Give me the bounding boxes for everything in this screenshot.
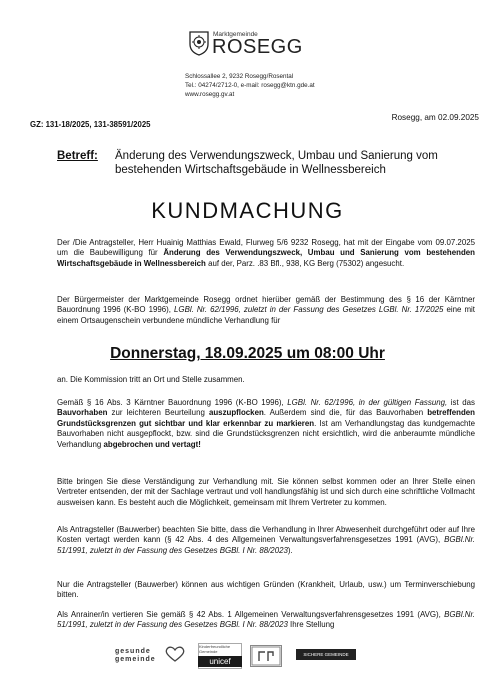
law-citation: LGBl. Nr. 62/1996, in der gültigen Fassung,	[287, 398, 448, 407]
hearing-date: Donnerstag, 18.09.2025 um 08:00 Uhr	[110, 345, 385, 362]
child-friendly-badge: Kinderfreundliche Gemeinde	[198, 643, 242, 669]
logo-text: gemeinde	[115, 656, 156, 663]
healthy-community-logo	[115, 648, 156, 664]
logo-text: gesunde	[115, 648, 151, 655]
text-span: zur leichteren Beurteilung	[107, 408, 209, 418]
subject-text: Änderung des Verwendungszweck, Umbau und Sanierung vom bestehenden Wirtschaftsgebäude in Wellnessbereich	[115, 150, 438, 176]
address-block	[185, 72, 315, 99]
safe-community-logo: SICHERE GEMEINDE	[296, 649, 356, 660]
text-span: . Außerdem sind die, für das Bauvorhaben	[263, 408, 428, 418]
document-title: KUNDMACHUNG	[151, 198, 344, 223]
text-span: . Ist am Verhandlungstag das kundgemachte Bauvorhaben nicht ausgepflockt, bzw. sind die Grundstücksgrenzen nicht ersichtlich, wird die anberaumte mündliche Verhandlung	[57, 418, 475, 449]
logo-subtitle: Marktgemeinde	[213, 31, 258, 38]
address-line: Schlossallee 2, 9232 Rosegg/Rosental	[185, 73, 294, 80]
paragraph-attendance: Bitte bringen Sie diese Verständigung zur Verhandlung mit. Sie können selbst kommen oder an Ihrer Stelle einen Vertreter entsenden, der mit der Sachlage vertraut und voll handlungsfähig ist und sich durch eine schriftliche Vollmacht ausweisen kann. Es besteht auch die Möglichkeit, gemeinsam mit Ihrem Vertreter zu kommen.	[57, 477, 475, 507]
unicef-logo: unicef	[198, 656, 242, 667]
text-span: Als Antragsteller (Bauwerber) beachten Sie bitte, dass die Verhandlung in Ihrer Abwesenheit durchgeführt oder auf Ihre Kosten vertagt werden kann (§ 42 Abs. 4 des Allgemeinen Verwaltungsverfahrensgesetzes 1991 (AVG),	[57, 525, 475, 545]
paragraph-order	[57, 295, 475, 326]
place-date: Rosegg, am 02.09.2025	[391, 113, 479, 122]
paragraph-neighbors	[57, 610, 475, 631]
reference-number: GZ: 131-18/2025, 131-38591/2025	[30, 120, 151, 129]
text-span: ist das	[447, 398, 475, 407]
footer-logos	[0, 643, 495, 673]
logo-name: ROSEGG	[212, 36, 303, 58]
paragraph-postponement: Nur die Antragsteller (Bauwerber) können aus wichtigen Gründen (Krankheit, Urlaub, usw.) um Terminverschiebung bitten.	[57, 580, 475, 600]
law-citation: BGBl.Nr. 51/1991, zuletzt in der Fassung des Gesetzes BGBl. I Nr. 88/2023	[57, 610, 475, 630]
bold-term: abgebrochen und vertagt!	[103, 439, 201, 449]
heart-icon	[164, 645, 186, 663]
bold-term: Bauvorhaben	[57, 408, 108, 418]
text-span: Der Bürgermeister der Marktgemeinde Rosegg ordnet hierüber gemäß der Bestimmung des § 16 der Kärntner Bauordnung 1996 (K-BO 1996),	[57, 295, 475, 315]
law-citation: BGBl.Nr. 51/1991, zuletzt in der Fassung des Gesetzes BGBl. I Nr. 88/2023	[57, 535, 475, 555]
text-span: Als Anrainer/in vertieren Sie gemäß § 42 Abs. 1 Allgemeinen Verwaltungsverfahrensgesetzes 1991 (AVG),	[57, 610, 445, 619]
bold-term: betreffenden Grundstücksgrenzen gut sichtbar und klar erkennbar zu markieren	[57, 408, 475, 428]
text-span: eine mit einem Ortsaugenschein verbundene mündliche Verhandlung für	[57, 305, 475, 325]
contact-line: Tel.: 04274/2712-0, e-mail: rosegg@ktn.gde.at	[185, 82, 315, 89]
text-span: Gemäß § 16 Abs. 3 Kärntner Bauordnung 1996 (K-BO 1996),	[57, 398, 288, 407]
law-citation: LGBl. Nr. 62/1996, zuletzt in der Fassung des Gesetzes LGBl. Nr. 17/2025	[174, 305, 444, 315]
paragraph-absence	[57, 525, 475, 556]
text-span: Ihre Stellung	[287, 620, 335, 630]
project-description: Änderung des Verwendungszweck, Umbau und Sanierung vom bestehenden Wirtschaftsgebäude in Wellnessbereich	[57, 248, 475, 268]
municipality-logo	[188, 30, 328, 64]
text-span: ).	[287, 545, 293, 555]
text-span: Der /Die Antragsteller, Herr Huainig Matthias Ewald, Flurweg 5/6 9232 Rosegg, hat mit der Eingabe vom 09.07.2025 um die Baubewilligung für	[57, 238, 475, 258]
subject-label: Betreff:	[57, 150, 98, 162]
coat-of-arms-icon	[188, 30, 210, 56]
text-span: auf der, Parz. .83 Bfl., 938, KG Berg (75302) angesucht.	[205, 258, 405, 268]
network-logo-icon	[250, 645, 282, 667]
bold-term: auszupflocken	[208, 408, 264, 418]
paragraph-commission: an. Die Kommission tritt an Ort und Stelle zusammen.	[57, 375, 245, 384]
website-line: www.rosegg.gv.at	[185, 91, 235, 98]
paragraph-staking	[57, 398, 475, 450]
paragraph-application	[57, 238, 475, 269]
